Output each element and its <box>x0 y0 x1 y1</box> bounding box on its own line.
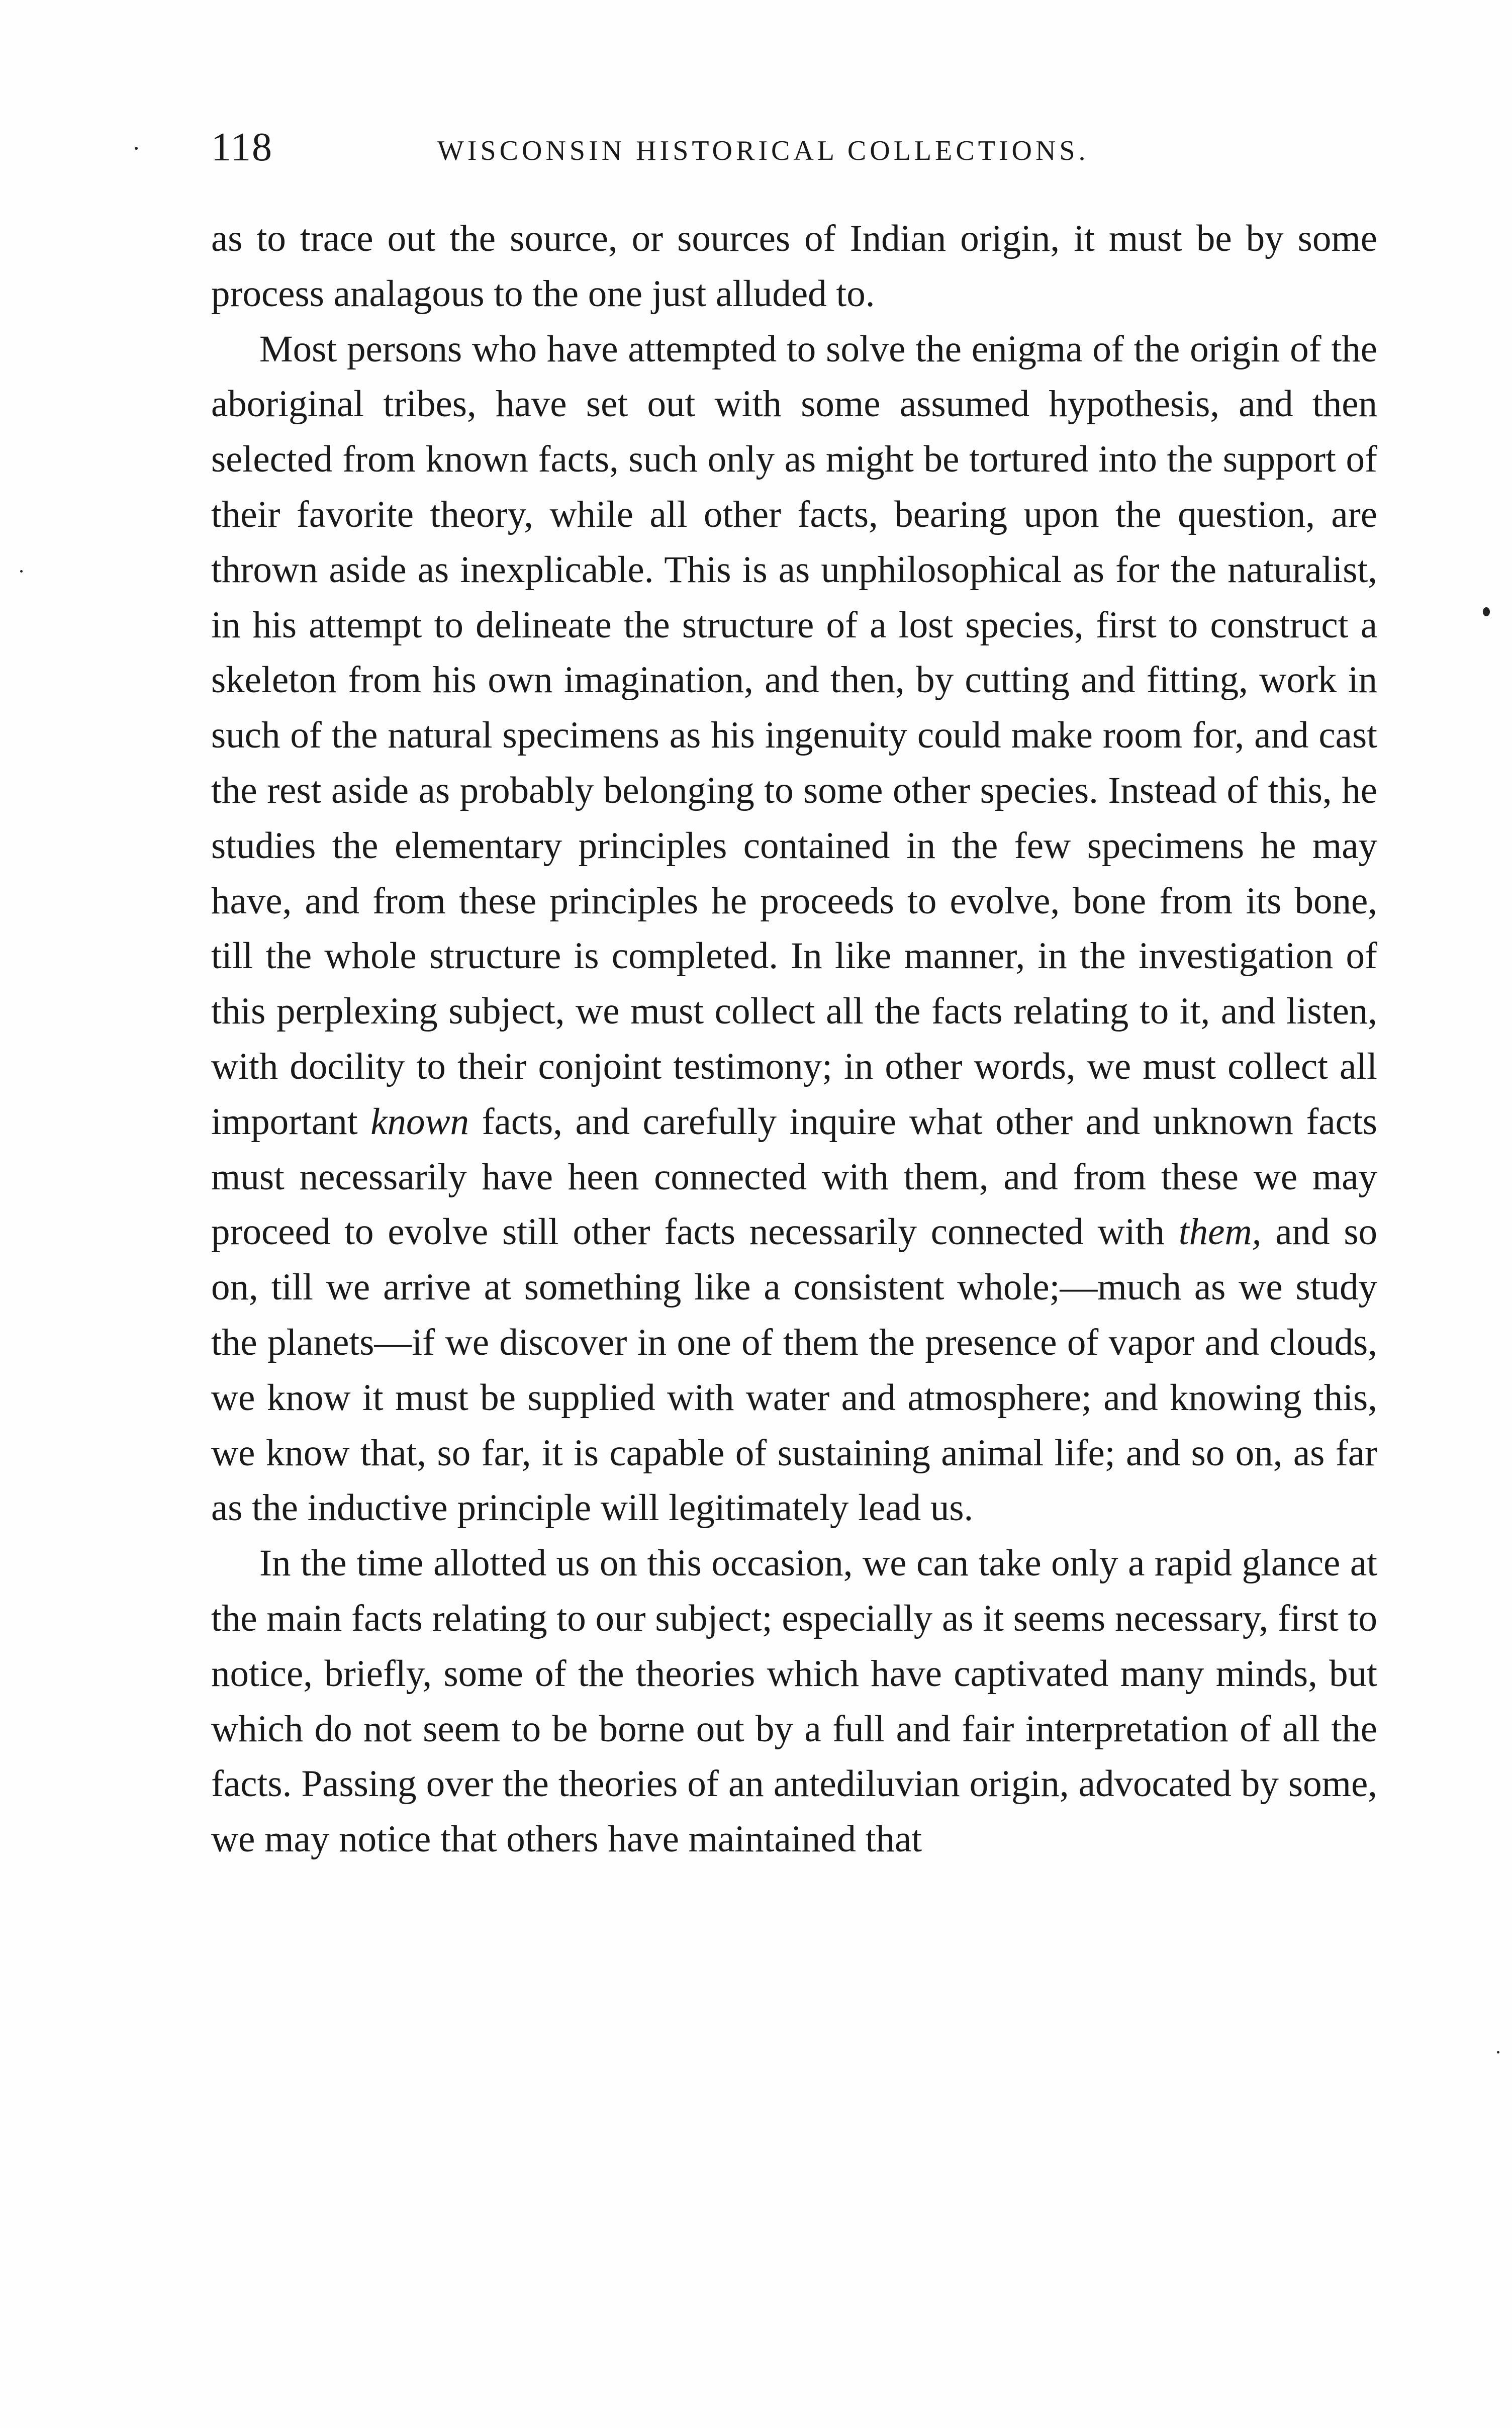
paragraph-3 <box>211 1536 1377 1867</box>
page-header <box>211 120 1377 175</box>
paragraph-2-text-c: and so on, till we arrive at something like a consistent whole;—much as we study the planets—if we discover in one of them the presence of vapor and clouds, we know it must be supplied with water and atmosphere; and knowing this, we know that, so far, it is capable of sustaining animal life; and so on, as far as the inductive principle will legitimately lead us. <box>211 1211 1378 1529</box>
margin-speck <box>1483 607 1490 616</box>
italic-known: known <box>370 1100 469 1143</box>
margin-speck <box>1497 2051 1499 2053</box>
body-text <box>211 211 1377 1867</box>
italic-them: them, <box>1178 1211 1262 1253</box>
running-head: WISCONSIN HISTORICAL COLLECTIONS. <box>437 135 1089 166</box>
paragraph-2 <box>211 322 1377 1536</box>
paragraph-1-text: as to trace out the source, or sources of Indian origin, it must be by some process analagous to the one just alluded to. <box>211 218 1377 315</box>
paragraph-3-text: In the time allotted us on this occasion, we can take only a rapid glance at the main facts relating to our subject; especially as it seems necessary, first to notice, briefly, some of the theories which have captivated many minds, but which do not seem to be borne out by a full and fair interpretation of all the facts. Passing over the theories of an antediluvian origin, advocated by some, we may notice that others have maintained that <box>211 1542 1377 1860</box>
margin-speck <box>20 570 23 573</box>
paragraph-2-text-a: Most persons who have attempted to solve the enigma of the origin of the aboriginal tribes, have set out with some assumed hypothesis, and then selected from known facts, such only as might be tortured into the support of their favorite theory, while all other facts, bearing upon the question, are thrown aside as inexplicable. This is as unphilosophical as for the naturalist, in his attempt to delineate the structure of a lost species, first to construct a skeleton from his own imagination, and then, by cutting and fitting, work in such of the natural specimens as his ingenuity could make room for, and cast the rest aside as probably belonging to some other species. Instead of this, he studies the elementary principles contained in the few specimens he may have, and from these principles he proceeds to evolve, bone from its bone, till the whole structure is completed. In like manner, in the investigation of this perplexing subject, we must collect all the facts relating to it, and listen, with docility to their conjoint testimony; in other words, we must collect all important <box>211 328 1377 1143</box>
margin-speck <box>135 147 138 150</box>
paragraph-2-text-b: facts, and carefully inquire what other and unknown facts must necessarily have heen connected with them, and from these we may proceed to evolve still other facts necessarily connected with <box>211 1100 1377 1253</box>
page-number: 118 <box>211 125 273 169</box>
paragraph-1 <box>211 211 1377 322</box>
